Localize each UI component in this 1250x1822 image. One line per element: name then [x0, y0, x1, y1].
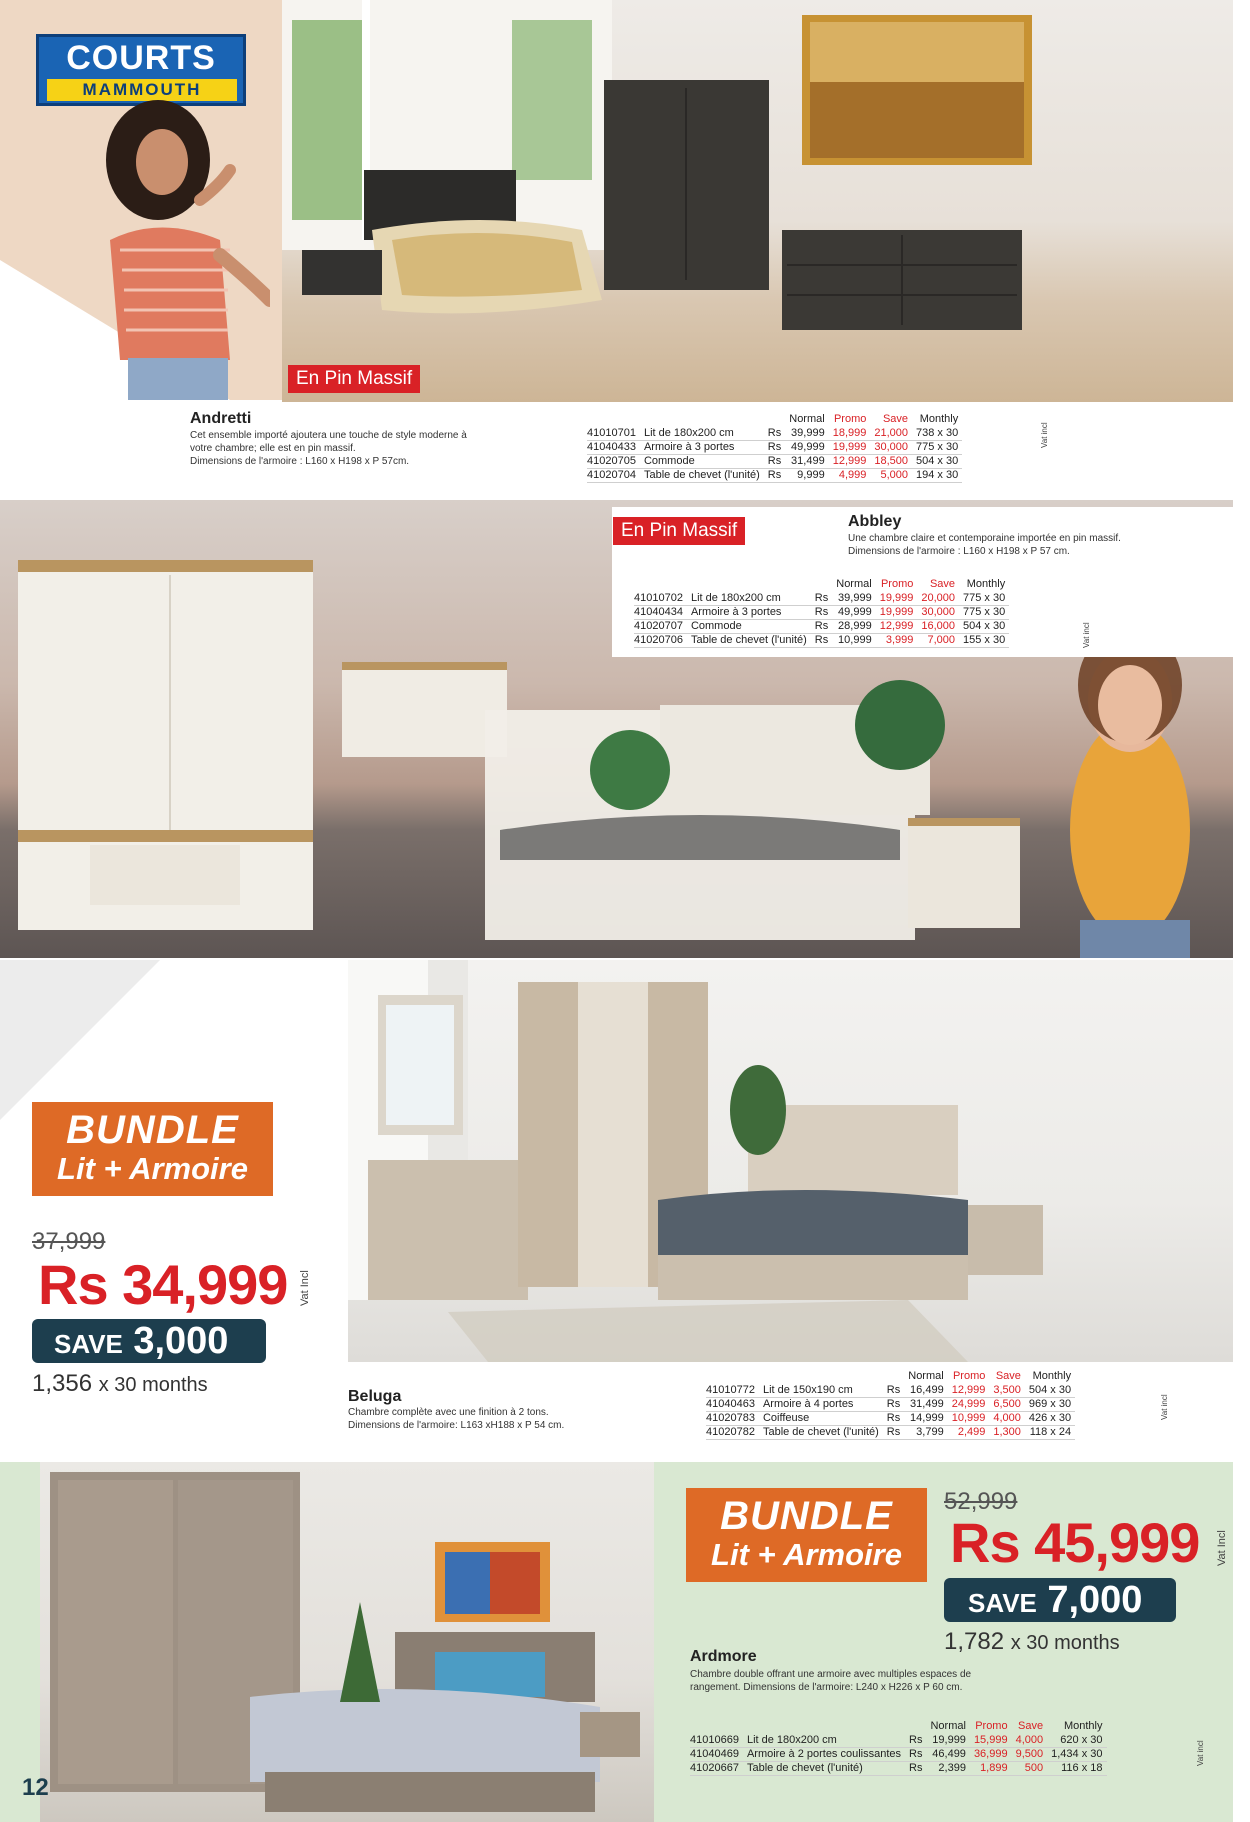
andretti-product-name: Andretti: [190, 410, 252, 427]
table-row: [587, 426, 962, 440]
monthly-suffix: x 30 months: [98, 1374, 208, 1396]
ardmore-old-price: 52,999: [944, 1488, 1018, 1515]
promo-header: Promo: [880, 578, 914, 590]
normal-price: 39,999: [832, 591, 875, 605]
monthly-amount: 116 x 18: [1047, 1761, 1106, 1775]
item-code: 41010772: [706, 1383, 759, 1397]
ardmore-bedroom-photo: [40, 1462, 654, 1822]
promo-price: 19,999: [876, 605, 918, 619]
save-amount: 30,000: [870, 440, 912, 454]
normal-header: Normal: [908, 1370, 944, 1382]
save-header: Save: [995, 1370, 1021, 1382]
logo-line-1: COURTS: [66, 39, 216, 77]
monthly-amount: 775 x 30: [959, 605, 1009, 619]
item-code: 41010702: [634, 591, 687, 605]
save-label: SAVE: [54, 1329, 123, 1359]
bundle-subtitle: Lit + Armoire: [57, 1151, 248, 1186]
save-amount: 9,500: [1012, 1747, 1048, 1761]
item-name: Armoire à 2 portes coulissantes: [743, 1747, 905, 1761]
beluga-desc-line: Dimensions de l'armoire: L163 xH188 x P 54 cm.: [348, 1420, 565, 1431]
item-name: Lit de 180x200 cm: [743, 1733, 905, 1747]
beluga-furniture-illustration: [348, 960, 1233, 1362]
andretti-description: [190, 429, 510, 468]
table-row: [634, 605, 1009, 619]
save-amount: 30,000: [917, 605, 959, 619]
abbley-product-name: Abbley: [848, 513, 902, 530]
promo-price: 19,999: [876, 591, 918, 605]
currency: Rs: [811, 605, 832, 619]
ardmore-table-vat-note: Vat incl: [1196, 1740, 1205, 1766]
save-amount: 20,000: [917, 591, 959, 605]
ardmore-bundle-badge: [686, 1488, 927, 1582]
save-amount: 7,000: [917, 633, 959, 647]
promo-price: 12,999: [829, 454, 871, 468]
ardmore-description: [690, 1668, 1030, 1694]
item-name: Armoire à 3 portes: [640, 440, 764, 454]
normal-price: 28,999: [832, 619, 875, 633]
monthly-amount: 194 x 30: [912, 468, 962, 482]
abbley-pin-massif-badge: En Pin Massif: [613, 517, 745, 545]
model-woman-pointing-image: [80, 90, 270, 400]
item-name: Commode: [687, 619, 811, 633]
bundle-title: BUNDLE: [720, 1494, 893, 1538]
andretti-desc-line: Dimensions de l'armoire : L160 x H198 x P 57cm.: [190, 456, 410, 467]
item-code: 41020707: [634, 619, 687, 633]
logo-line-2: MAMMOUTH: [47, 79, 237, 101]
item-code: 41040469: [690, 1747, 743, 1761]
currency: Rs: [905, 1733, 926, 1747]
item-code: 41020704: [587, 468, 640, 482]
promo-price: 18,999: [829, 426, 871, 440]
price-table-header: [587, 413, 962, 426]
beluga-desc-line: Chambre complète avec une finition à 2 tons.: [348, 1407, 549, 1418]
monthly-amount: 738 x 30: [912, 426, 962, 440]
normal-price: 2,399: [926, 1761, 969, 1775]
table-row: [634, 591, 1009, 605]
save-amount: 3,500: [989, 1383, 1025, 1397]
normal-price: 49,999: [832, 605, 875, 619]
save-header: Save: [1018, 1720, 1044, 1732]
item-code: 41040433: [587, 440, 640, 454]
normal-header: Normal: [930, 1720, 966, 1732]
beluga-bundle-badge: [32, 1102, 273, 1196]
item-code: 41020783: [706, 1411, 759, 1425]
abbley-desc-line: Dimensions de l'armoire : L160 x H198 x P 57 cm.: [848, 546, 1070, 557]
save-amount: 7,000: [1047, 1579, 1143, 1621]
normal-price: 46,499: [926, 1747, 969, 1761]
ardmore-desc-line: Chambre double offrant une armoire avec multiples espaces de: [690, 1669, 972, 1680]
normal-header: Normal: [836, 578, 872, 590]
table-row: [706, 1425, 1075, 1439]
currency: Rs: [905, 1747, 926, 1761]
item-name: Lit de 180x200 cm: [687, 591, 811, 605]
save-amount: 500: [1012, 1761, 1048, 1775]
beluga-table-vat-note: Vat incl: [1160, 1394, 1169, 1420]
save-amount: 18,500: [870, 454, 912, 468]
normal-price: 16,499: [904, 1383, 947, 1397]
beluga-bedroom-photo: [348, 960, 1233, 1362]
table-row: [587, 454, 962, 468]
beluga-corner-triangle: [0, 960, 160, 1120]
andretti-desc-line: votre chambre; elle est en pin massif.: [190, 443, 356, 454]
ardmore-vat-note: Vat Incl: [1216, 1530, 1228, 1566]
table-row: [706, 1397, 1075, 1411]
abbley-vat-note: Vat incl: [1082, 622, 1091, 648]
monthly-amount: 1,434 x 30: [1047, 1747, 1106, 1761]
item-name: Armoire à 4 portes: [759, 1397, 883, 1411]
item-name: Table de chevet (l'unité): [743, 1761, 905, 1775]
currency: Rs: [883, 1383, 904, 1397]
promo-price: 12,999: [876, 619, 918, 633]
promo-price: 1,899: [970, 1761, 1012, 1775]
monthly-header: Monthly: [1063, 1720, 1103, 1732]
promo-price: 19,999: [829, 440, 871, 454]
normal-price: 14,999: [904, 1411, 947, 1425]
monthly-amount: 775 x 30: [959, 591, 1009, 605]
monthly-amount: 504 x 30: [1025, 1383, 1075, 1397]
monthly-amount: 155 x 30: [959, 633, 1009, 647]
save-amount: 6,500: [989, 1397, 1025, 1411]
ardmore-desc-line: rangement. Dimensions de l'armoire: L240 x H226 x P 60 cm.: [690, 1682, 963, 1693]
item-name: Table de chevet (l'unité): [759, 1425, 883, 1439]
item-code: 41020706: [634, 633, 687, 647]
item-name: Table de chevet (l'unité): [687, 633, 811, 647]
item-name: Lit de 180x200 cm: [640, 426, 764, 440]
monthly-amount: 504 x 30: [912, 454, 962, 468]
item-code: 41020667: [690, 1761, 743, 1775]
monthly-amount: 1,782: [944, 1628, 1005, 1655]
currency: Rs: [811, 591, 832, 605]
normal-price: 19,999: [926, 1733, 969, 1747]
monthly-header: Monthly: [966, 578, 1006, 590]
monthly-amount: 620 x 30: [1047, 1733, 1106, 1747]
abbley-desc-line: Une chambre claire et contemporaine importée en pin massif.: [848, 533, 1121, 544]
monthly-suffix: x 30 months: [1010, 1632, 1120, 1654]
table-row: [690, 1761, 1107, 1775]
price-table-header: [690, 1720, 1107, 1733]
promo-price: 36,999: [970, 1747, 1012, 1761]
item-code: 41040434: [634, 605, 687, 619]
beluga-save-pill: [32, 1319, 266, 1363]
save-header: Save: [882, 413, 909, 425]
currency: Rs: [811, 619, 832, 633]
beluga-product-name: Beluga: [348, 1388, 402, 1405]
save-amount: 4,000: [989, 1411, 1025, 1425]
promo-price: 2,499: [948, 1425, 990, 1439]
ardmore-monthly-plan: [944, 1628, 1120, 1656]
monthly-amount: 969 x 30: [1025, 1397, 1075, 1411]
ardmore-furniture-illustration: [40, 1462, 654, 1822]
item-name: Table de chevet (l'unité): [640, 468, 764, 482]
save-amount: 3,000: [133, 1320, 229, 1362]
item-code: 41010701: [587, 426, 640, 440]
table-row: [690, 1747, 1107, 1761]
promo-header: Promo: [833, 413, 867, 425]
table-row: [634, 619, 1009, 633]
ardmore-product-name: Ardmore: [690, 1648, 757, 1665]
monthly-amount: 1,356: [32, 1370, 93, 1397]
save-label: SAVE: [968, 1588, 1037, 1618]
save-amount: 4,000: [1012, 1733, 1048, 1747]
item-name: Armoire à 3 portes: [687, 605, 811, 619]
item-name: Coiffeuse: [759, 1411, 883, 1425]
promo-price: 12,999: [948, 1383, 990, 1397]
andretti-furniture-illustration: [282, 0, 1233, 402]
normal-price: 31,499: [785, 454, 828, 468]
normal-price: 49,999: [785, 440, 828, 454]
save-amount: 5,000: [870, 468, 912, 482]
save-amount: 1,300: [989, 1425, 1025, 1439]
beluga-description: [348, 1406, 648, 1432]
currency: Rs: [883, 1425, 904, 1439]
ardmore-price-table: [690, 1720, 1107, 1776]
normal-price: 3,799: [904, 1425, 947, 1439]
monthly-amount: 426 x 30: [1025, 1411, 1075, 1425]
item-code: 41010669: [690, 1733, 743, 1747]
normal-price: 9,999: [785, 468, 828, 482]
currency: Rs: [764, 468, 785, 482]
table-row: [587, 468, 962, 482]
promo-price: 15,999: [970, 1733, 1012, 1747]
item-code: 41020705: [587, 454, 640, 468]
save-amount: 16,000: [917, 619, 959, 633]
item-name: Commode: [640, 454, 764, 468]
normal-price: 31,499: [904, 1397, 947, 1411]
monthly-amount: 118 x 24: [1025, 1425, 1075, 1439]
andretti-vat-note: Vat incl: [1040, 422, 1049, 448]
save-header: Save: [929, 578, 956, 590]
table-row: [634, 633, 1009, 647]
item-name: Lit de 150x190 cm: [759, 1383, 883, 1397]
currency: Rs: [883, 1397, 904, 1411]
ardmore-bundle-price: Rs 45,999: [950, 1511, 1200, 1574]
normal-header: Normal: [789, 413, 825, 425]
currency: Rs: [811, 633, 832, 647]
currency: Rs: [764, 454, 785, 468]
promo-header: Promo: [952, 1370, 986, 1382]
beluga-old-price: 37,999: [32, 1228, 106, 1255]
price-table-header: [706, 1370, 1075, 1383]
beluga-vat-note: Vat Incl: [299, 1270, 311, 1306]
beluga-monthly-plan: [32, 1370, 208, 1398]
monthly-amount: 504 x 30: [959, 619, 1009, 633]
currency: Rs: [905, 1761, 926, 1775]
promo-header: Promo: [975, 1720, 1008, 1732]
table-row: [587, 440, 962, 454]
beluga-price-table: [706, 1370, 1075, 1440]
bundle-subtitle: Lit + Armoire: [711, 1537, 902, 1572]
monthly-amount: 775 x 30: [912, 440, 962, 454]
andretti-pin-massif-badge: En Pin Massif: [288, 365, 420, 393]
andretti-price-table: [587, 413, 962, 483]
price-table-header: [634, 578, 1009, 591]
promo-price: 4,999: [829, 468, 871, 482]
page-number: 12: [22, 1774, 49, 1801]
table-row: [706, 1383, 1075, 1397]
ardmore-save-pill: [944, 1578, 1176, 1622]
item-code: 41040463: [706, 1397, 759, 1411]
monthly-header: Monthly: [919, 413, 959, 425]
abbley-description: [848, 532, 1178, 558]
currency: Rs: [764, 426, 785, 440]
table-row: [706, 1411, 1075, 1425]
table-row: [690, 1733, 1107, 1747]
abbley-price-table: [634, 578, 1009, 648]
promo-price: 24,999: [948, 1397, 990, 1411]
andretti-bedroom-photo: [282, 0, 1233, 402]
save-amount: 21,000: [870, 426, 912, 440]
andretti-desc-line: Cet ensemble importé ajoutera une touche de style moderne à: [190, 430, 467, 441]
normal-price: 10,999: [832, 633, 875, 647]
bundle-title: BUNDLE: [66, 1108, 239, 1152]
promo-price: 3,999: [876, 633, 918, 647]
promo-price: 10,999: [948, 1411, 990, 1425]
item-code: 41020782: [706, 1425, 759, 1439]
monthly-header: Monthly: [1032, 1370, 1072, 1382]
normal-price: 39,999: [785, 426, 828, 440]
beluga-bundle-price: Rs 34,999: [38, 1253, 288, 1316]
currency: Rs: [883, 1411, 904, 1425]
currency: Rs: [764, 440, 785, 454]
